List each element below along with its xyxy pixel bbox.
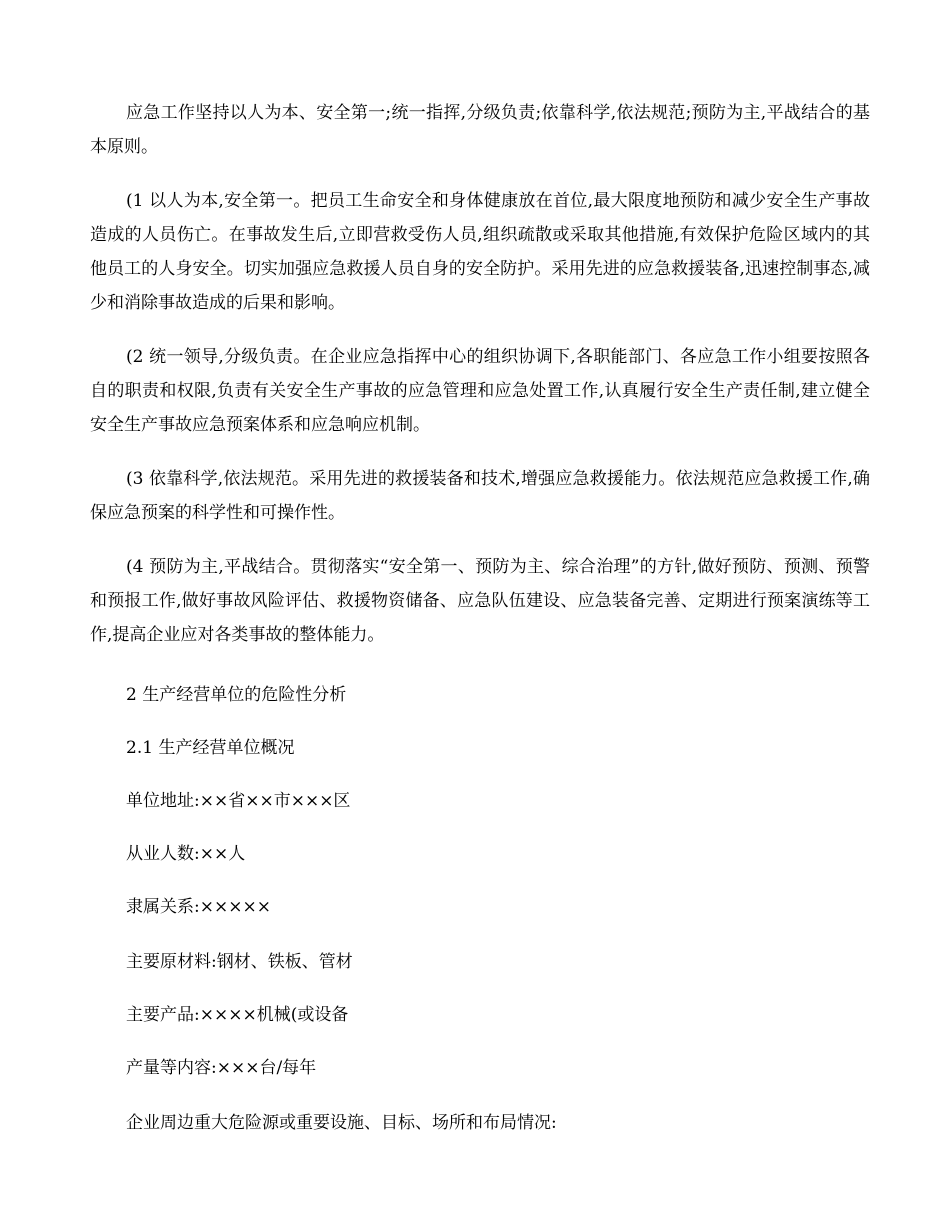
principle-4-paragraph: (4 预防为主,平战结合。贯彻落实“安全第一、预防为主、综合治理”的方针,做好预防、预测、预警和预报工作,做好事故风险评估、救援物资储备、应急队伍建设、应急装备完善、定期进行预案演练等工作,提高企业应对各类事故的整体能力。 <box>90 557 870 645</box>
principle-1-paragraph: (1 以人为本,安全第一。把员工生命安全和身体健康放在首位,最大限度地预防和减少安全生产事故造成的人员伤亡。在事故发生后,立即营救受伤人员,组织疏散或采取其他措施,有效保护危险区域内的其他员工的人身安全。切实加强应急救援人员自身的安全防护。采用先进的应急救援装备,迅速控制事态,减少和消除事故造成的后果和影响。 <box>90 191 870 313</box>
info-surroundings: 企业周边重大危险源或重要设施、目标、场所和布局情况: <box>126 1113 557 1133</box>
principle-3-paragraph: (3 依靠科学,依法规范。采用先进的救援装备和技术,增强应急救援能力。依法规范应急救援工作,确保应急预案的科学性和可操作性。 <box>90 469 870 523</box>
info-raw-materials: 主要原材料:钢材、铁板、管材 <box>126 952 353 972</box>
info-employees: 从业人数:××人 <box>126 844 246 864</box>
subsection-heading: 2.1 生产经营单位概况 <box>126 738 295 758</box>
principles-paragraph: 应急工作坚持以人为本、安全第一;统一指挥,分级负责;依靠科学,依法规范;预防为主,平战结合的基本原则。 <box>90 103 870 157</box>
info-address: 单位地址:××省××市×××区 <box>126 791 351 811</box>
info-output: 产量等内容:×××台/每年 <box>126 1058 317 1078</box>
info-affiliation: 隶属关系:××××× <box>126 897 271 917</box>
section-heading: 2 生产经营单位的危险性分析 <box>126 685 347 705</box>
info-products: 主要产品:××××机械(或设备 <box>126 1005 349 1025</box>
principle-2-paragraph: (2 统一领导,分级负责。在企业应急指挥中心的组织协调下,各职能部门、各应急工作小组要按照各自的职责和权限,负责有关安全生产事故的应急管理和应急处置工作,认真履行安全生产责任制,建立健全安全生产事故应急预案体系和应急响应机制。 <box>90 347 870 435</box>
